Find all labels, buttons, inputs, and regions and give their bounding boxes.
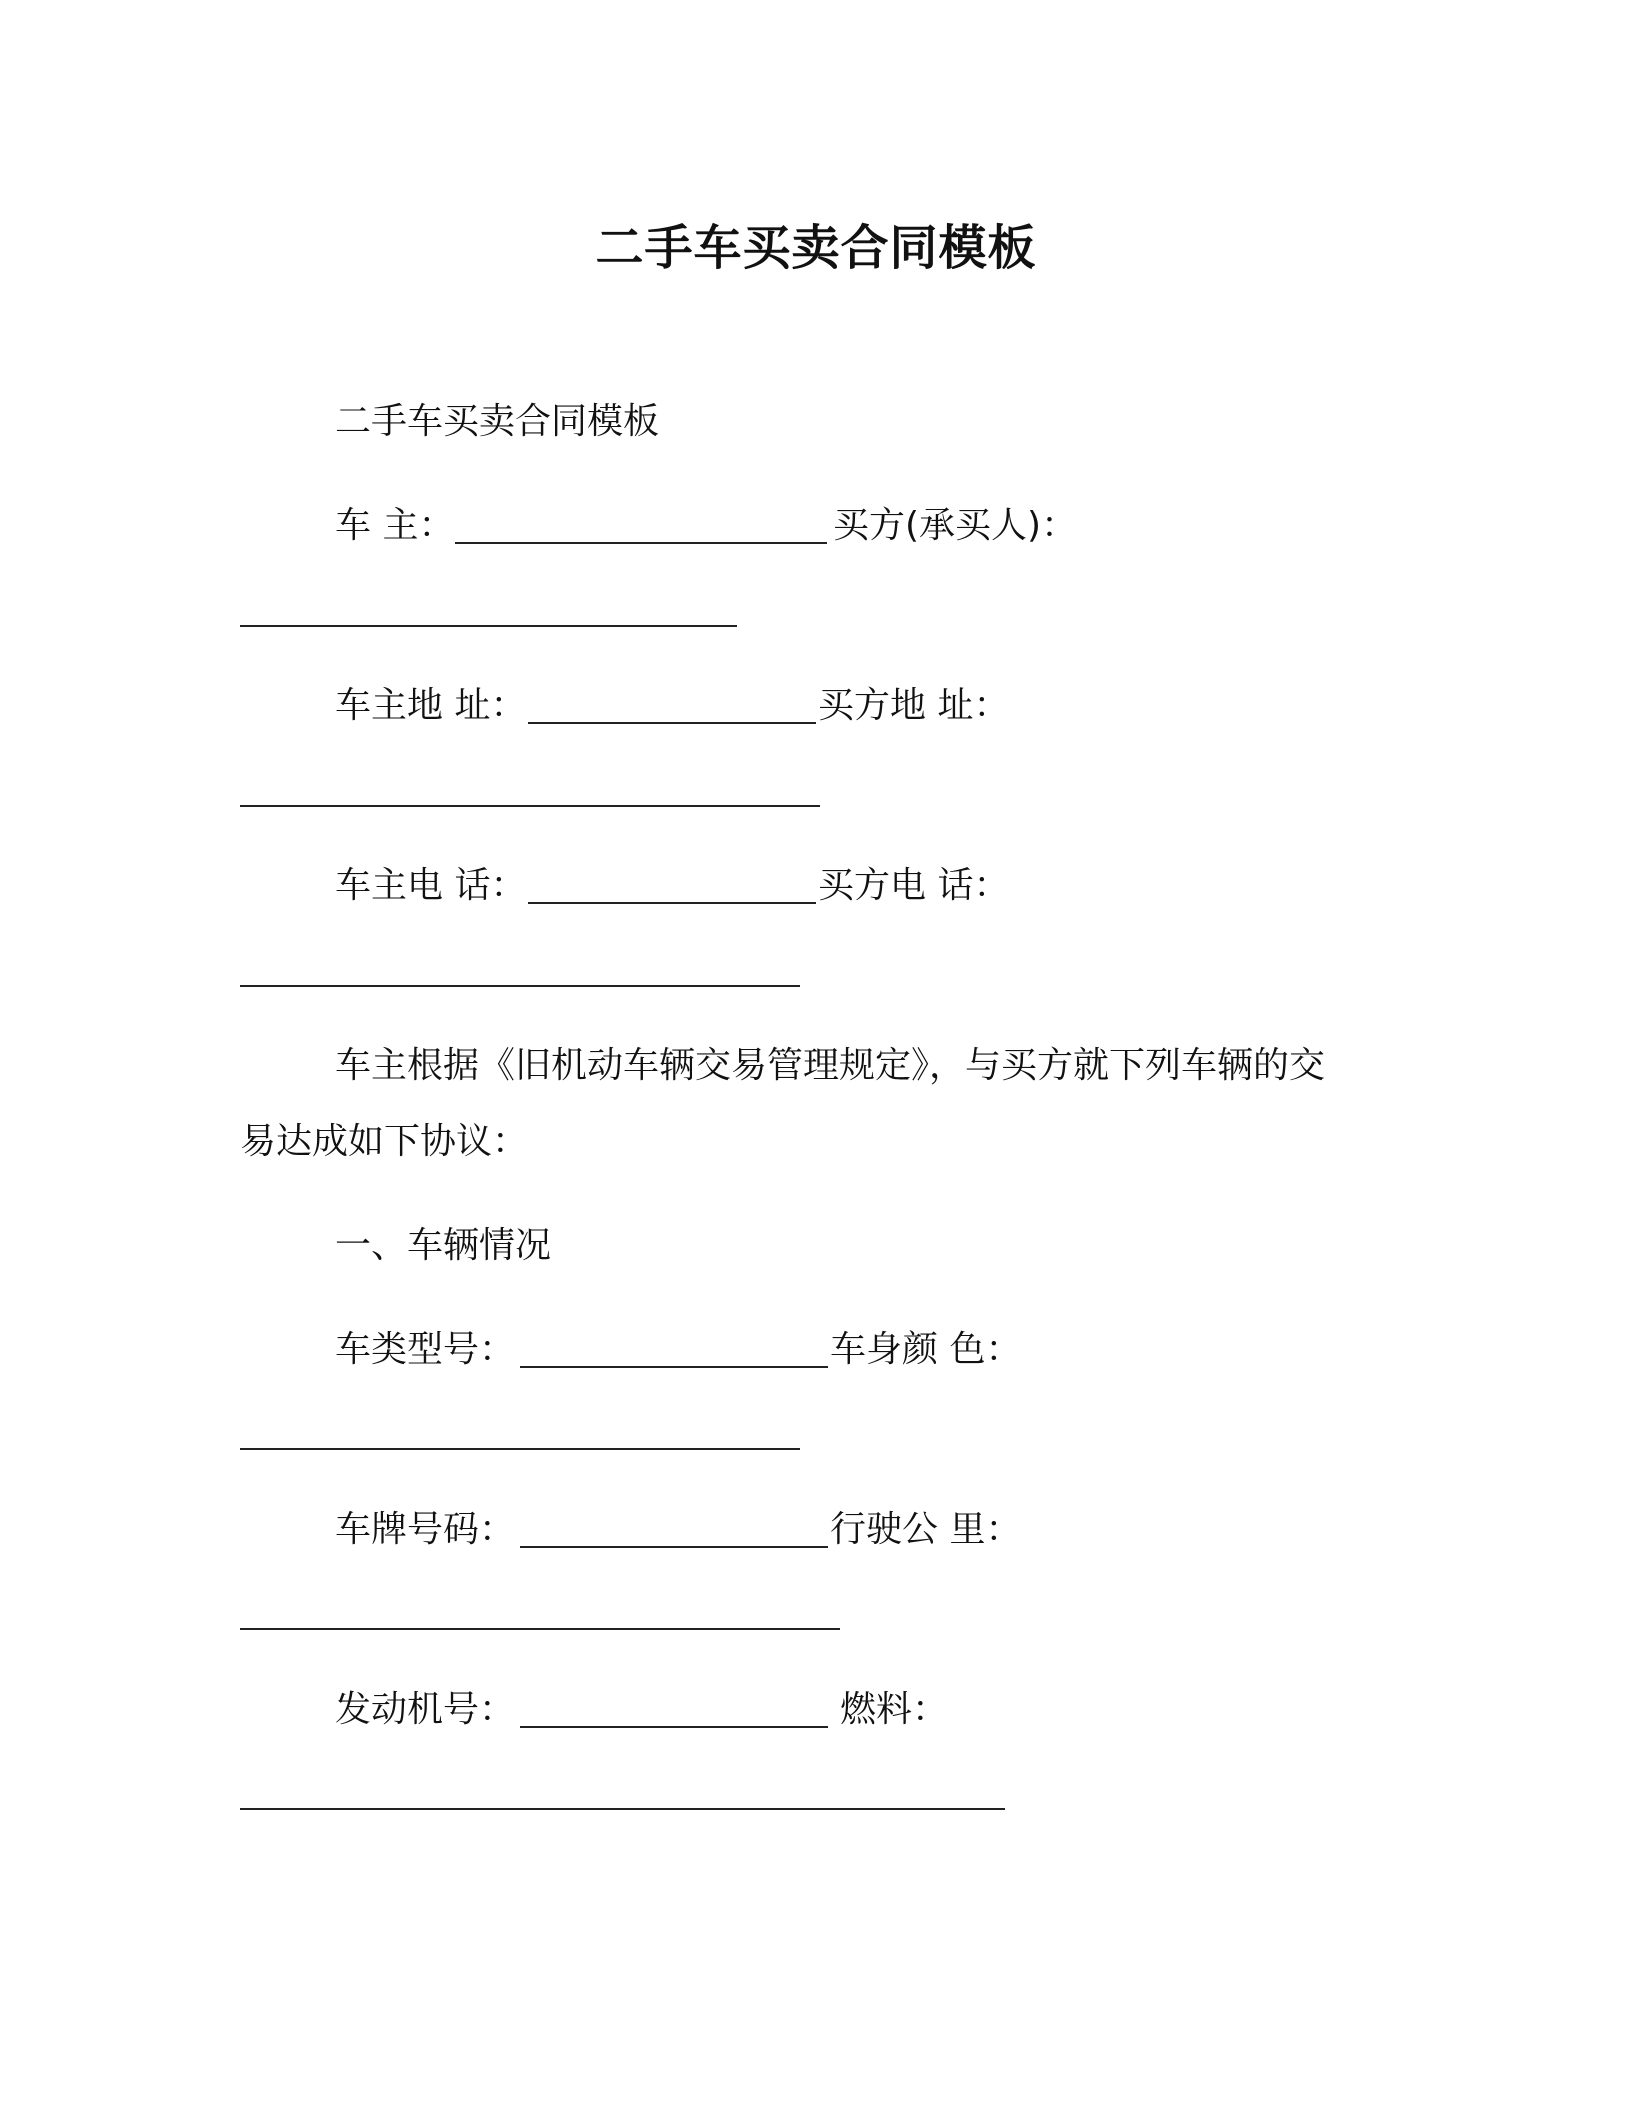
buyer-address-blank[interactable]	[240, 805, 820, 807]
vehicle-model-blank[interactable]	[520, 1366, 828, 1368]
owner-address-blank[interactable]	[528, 722, 816, 724]
owner-address-label: 车主地 址：	[335, 685, 527, 726]
buyer-phone-blank[interactable]	[240, 985, 800, 987]
vehicle-color-blank[interactable]	[240, 1448, 800, 1450]
mileage-label: 行驶公 里：	[830, 1509, 1022, 1550]
buyer-label: 买方(承买人)：	[833, 505, 1078, 546]
owner-phone-blank[interactable]	[528, 902, 816, 904]
owner-phone-label: 车主电 话：	[335, 865, 527, 906]
plate-number-blank[interactable]	[520, 1546, 828, 1548]
engine-number-blank[interactable]	[520, 1726, 828, 1728]
agreement-paragraph-line2: 易达成如下协议：	[240, 1121, 529, 1162]
owner-blank[interactable]	[455, 542, 827, 544]
section-heading-vehicle: 一、车辆情况	[335, 1225, 552, 1266]
agreement-paragraph-line1: 车主根据《旧机动车辆交易管理规定》，与买方就下列车辆的交	[335, 1045, 1326, 1086]
document-subtitle: 二手车买卖合同模板	[335, 401, 660, 442]
document-title: 二手车买卖合同模板	[595, 220, 1037, 276]
plate-number-label: 车牌号码：	[335, 1509, 516, 1550]
buyer-phone-label: 买方电 话：	[818, 865, 1010, 906]
mileage-blank[interactable]	[240, 1628, 840, 1630]
fuel-label: 燃料：	[840, 1689, 949, 1730]
engine-number-label: 发动机号：	[335, 1689, 516, 1730]
fuel-blank[interactable]	[240, 1808, 1005, 1810]
owner-label: 车 主：	[335, 505, 455, 546]
buyer-address-label: 买方地 址：	[818, 685, 1010, 726]
buyer-blank[interactable]	[240, 625, 737, 627]
vehicle-color-label: 车身颜 色：	[830, 1329, 1022, 1370]
vehicle-model-label: 车类型号：	[335, 1329, 516, 1370]
